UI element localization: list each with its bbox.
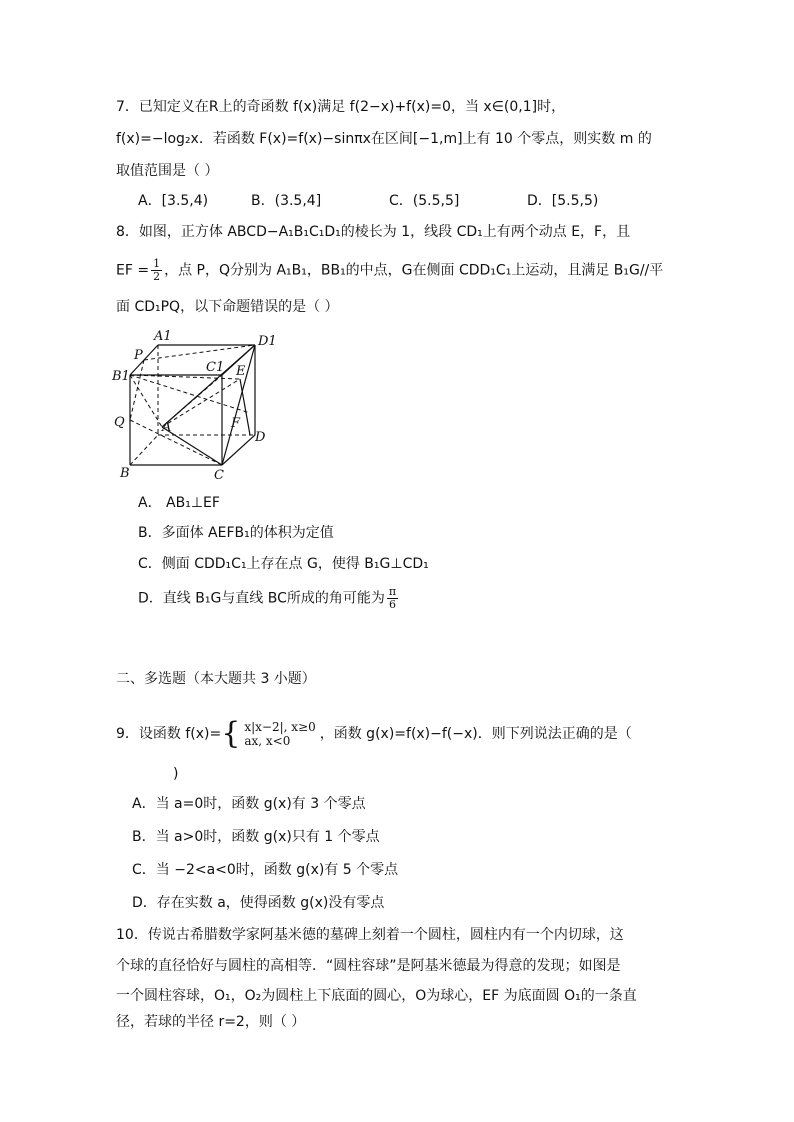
q7-option-d: D．[5.5,5) xyxy=(527,193,599,209)
q8-ef-fraction xyxy=(151,258,162,283)
q9-pre: 9．设函数 f(x)= xyxy=(116,726,222,742)
q8-pi-denominator: 6 xyxy=(389,598,396,611)
q8-option-d xyxy=(138,586,400,611)
section-heading: 二、多选题（本大题共 3 小题） xyxy=(116,671,316,687)
label-p: P xyxy=(134,348,143,363)
q10-line1: 10．传说古希腊数学家阿基米德的墓碑上刻着一个圆柱，圆柱内有一个内切球，这 xyxy=(116,927,624,943)
q7-line3: 取值范围是（ ） xyxy=(116,163,219,179)
q9-option-c: C．当 −2<a<0时，函数 g(x)有 5 个零点 xyxy=(132,862,399,878)
label-a1: A1 xyxy=(154,329,172,344)
q8-option-c: C．侧面 CDD₁C₁上存在点 G，使得 B₁G⊥CD₁ xyxy=(138,556,429,572)
q8-line3: 面 CD₁PQ，以下命题错误的是（ ） xyxy=(116,299,339,315)
q10-line4: 径，若球的半径 r=2，则（ ） xyxy=(116,1014,306,1030)
q8-option-a: A． AB₁⊥EF xyxy=(138,495,220,511)
q9-brace-icon: { xyxy=(221,716,241,751)
label-c1: C1 xyxy=(206,360,225,375)
label-f: F xyxy=(231,416,241,431)
q8-pi-numerator: π xyxy=(388,585,397,598)
q9-case-2: ax, x<0 xyxy=(244,734,291,748)
q9-line1 xyxy=(116,714,632,754)
q9-option-d: D．存在实数 a，使得函数 g(x)没有零点 xyxy=(132,895,385,911)
label-a: A xyxy=(162,420,172,435)
cube-figure xyxy=(110,325,290,485)
q9-option-b: B．当 a>0时，函数 g(x)只有 1 个零点 xyxy=(132,829,380,845)
label-d: D xyxy=(255,430,266,445)
q7-option-a: A．[3.5,4) xyxy=(138,193,209,209)
label-b1: B1 xyxy=(112,369,130,384)
q8-line1: 8．如图，正方体 ABCD−A₁B₁C₁D₁的棱长为 1，线段 CD₁上有两个动点 E，F，且 xyxy=(116,224,631,240)
q10-line3: 一个圆柱容球，O₁，O₂为圆柱上下底面的圆心，O为球心，EF 为底面圆 O₁的一条直 xyxy=(116,988,637,1004)
q7-line2: f(x)=−log₂x．若函数 F(x)=f(x)−sinπx在区间[−1,m]上有 10 个零点，则实数 m 的 xyxy=(116,131,652,147)
label-q: Q xyxy=(114,415,125,430)
q8-option-d-text: D．直线 B₁G与直线 BC所成的角可能为 xyxy=(138,590,385,607)
label-c: C xyxy=(214,468,224,483)
q8-ef-denominator: 2 xyxy=(153,270,161,283)
q8-option-b: B．多面体 AEFB₁的体积为定值 xyxy=(138,525,334,541)
label-d1: D1 xyxy=(258,334,277,349)
q7-option-b: B．(3.5,4] xyxy=(251,193,322,209)
label-b: B xyxy=(120,466,130,481)
q8-ef-numerator: 1 xyxy=(153,257,161,270)
q7-option-c: C．(5.5,5] xyxy=(389,193,460,209)
q9-option-a: A．当 a=0时，函数 g(x)有 3 个零点 xyxy=(132,796,366,812)
q8-option-d-fraction xyxy=(387,586,398,611)
q7-line1: 7．已知定义在R上的奇函数 f(x)满足 f(2−x)+f(x)=0，当 x∈(0,1]时， xyxy=(116,99,566,115)
q9-cont: ) xyxy=(173,766,179,782)
q8-ef-label: EF = xyxy=(116,262,150,279)
q10-line2: 个球的直径恰好与圆柱的高相等．“圆柱容球”是阿基米德最为得意的发现；如图是 xyxy=(116,958,621,974)
q8-line2-text: ，点 P，Q分别为 A₁B₁，BB₁的中点，G在侧面 CDD₁C₁上运动，且满足 B₁G//平 xyxy=(164,262,664,279)
q9-post: ，函数 g(x)=f(x)−f(−x)．则下列说法正确的是（ xyxy=(319,726,632,742)
q9-case-1: x|x−2|, x≥0 xyxy=(244,720,316,734)
label-e: E xyxy=(236,364,246,379)
q8-line2 xyxy=(116,258,663,283)
q9-piecewise xyxy=(244,720,315,748)
